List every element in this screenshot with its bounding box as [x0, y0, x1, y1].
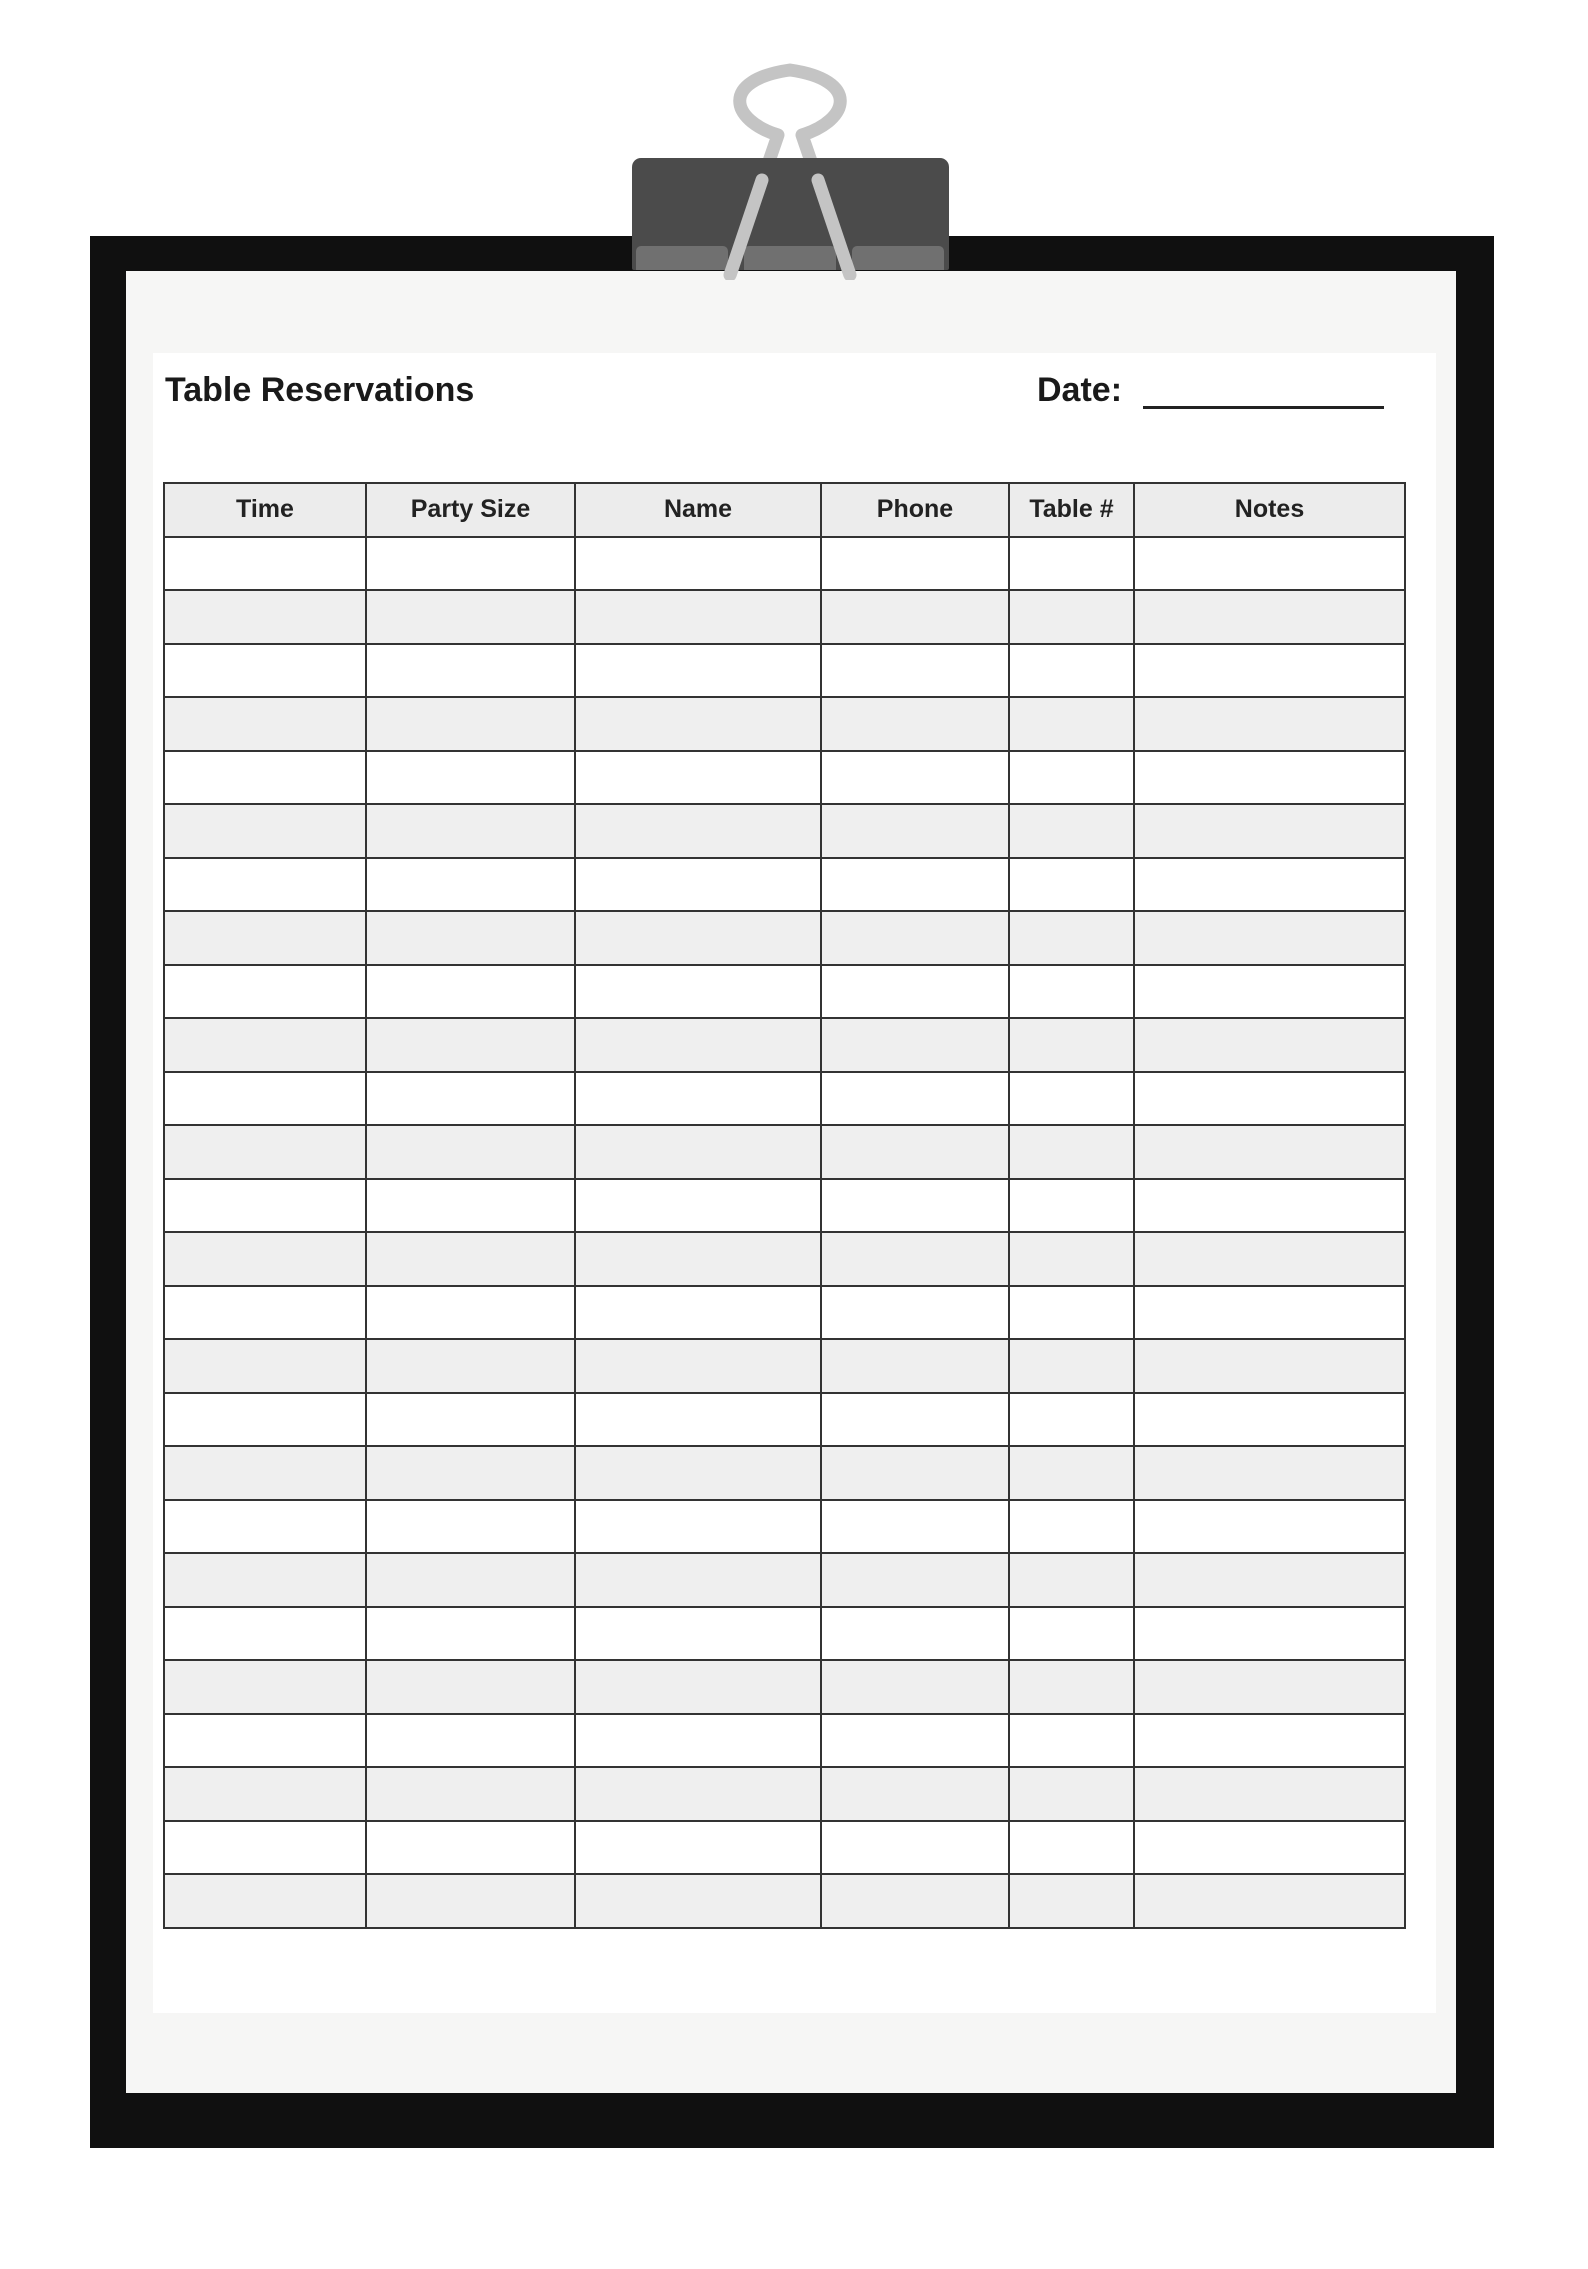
table-cell[interactable] — [366, 697, 575, 751]
table-cell[interactable] — [164, 1018, 366, 1072]
table-cell[interactable] — [366, 1339, 575, 1393]
table-cell[interactable] — [366, 1714, 575, 1768]
table-cell[interactable] — [1009, 1232, 1134, 1286]
table-row — [164, 537, 1405, 591]
column-header-name: Name — [575, 483, 821, 537]
table-cell[interactable] — [575, 1125, 821, 1179]
table-cell[interactable] — [1134, 804, 1405, 858]
table-cell[interactable] — [164, 1874, 366, 1928]
table-cell[interactable] — [164, 858, 366, 912]
table-cell[interactable] — [164, 1553, 366, 1607]
table-row — [164, 1179, 1405, 1233]
table-cell[interactable] — [1009, 1767, 1134, 1821]
table-cell[interactable] — [164, 1072, 366, 1126]
table-cell[interactable] — [1134, 1660, 1405, 1714]
table-row — [164, 1125, 1405, 1179]
table-cell[interactable] — [821, 1072, 1009, 1126]
date-label: Date: — [1037, 371, 1123, 409]
table-cell[interactable] — [821, 1232, 1009, 1286]
table-row — [164, 858, 1405, 912]
table-cell[interactable] — [366, 965, 575, 1019]
table-cell[interactable] — [1009, 1500, 1134, 1554]
table-cell[interactable] — [1009, 804, 1134, 858]
table-cell[interactable] — [1134, 911, 1405, 965]
table-cell[interactable] — [575, 537, 821, 591]
table-cell[interactable] — [821, 590, 1009, 644]
table-cell[interactable] — [821, 1500, 1009, 1554]
table-cell[interactable] — [575, 1179, 821, 1233]
table-row — [164, 1767, 1405, 1821]
column-header-notes: Notes — [1134, 483, 1405, 537]
table-cell[interactable] — [821, 1018, 1009, 1072]
table-cell[interactable] — [821, 1660, 1009, 1714]
table-row — [164, 1339, 1405, 1393]
table-cell[interactable] — [1134, 1339, 1405, 1393]
table-row — [164, 1607, 1405, 1661]
column-header-party-size: Party Size — [366, 483, 575, 537]
table-cell[interactable] — [1009, 1393, 1134, 1447]
table-cell[interactable] — [1009, 1874, 1134, 1928]
table-cell[interactable] — [1009, 644, 1134, 698]
table-cell[interactable] — [1134, 537, 1405, 591]
table-cell[interactable] — [821, 1607, 1009, 1661]
table-row — [164, 644, 1405, 698]
table-cell[interactable] — [575, 751, 821, 805]
table-cell[interactable] — [164, 965, 366, 1019]
table-row — [164, 1446, 1405, 1500]
table-cell[interactable] — [366, 644, 575, 698]
table-cell[interactable] — [821, 858, 1009, 912]
table-cell[interactable] — [1009, 1714, 1134, 1768]
table-cell[interactable] — [575, 1339, 821, 1393]
table-cell[interactable] — [1009, 1125, 1134, 1179]
table-cell[interactable] — [821, 965, 1009, 1019]
table-row — [164, 804, 1405, 858]
table-header-row — [164, 483, 1405, 537]
table-cell[interactable] — [366, 1874, 575, 1928]
table-cell[interactable] — [821, 1393, 1009, 1447]
table-cell[interactable] — [575, 965, 821, 1019]
table-cell[interactable] — [821, 697, 1009, 751]
table-cell[interactable] — [1134, 1072, 1405, 1126]
table-cell[interactable] — [366, 1500, 575, 1554]
table-cell[interactable] — [821, 1446, 1009, 1500]
table-cell[interactable] — [575, 1660, 821, 1714]
reservations-table — [163, 482, 1406, 1929]
table-cell[interactable] — [164, 1339, 366, 1393]
table-cell[interactable] — [1134, 1446, 1405, 1500]
table-cell[interactable] — [821, 1553, 1009, 1607]
table-cell[interactable] — [164, 804, 366, 858]
table-cell[interactable] — [1009, 858, 1134, 912]
table-cell[interactable] — [1134, 1018, 1405, 1072]
table-cell[interactable] — [164, 1125, 366, 1179]
table-cell[interactable] — [1009, 1072, 1134, 1126]
table-cell[interactable] — [575, 697, 821, 751]
table-cell[interactable] — [164, 1714, 366, 1768]
table-cell[interactable] — [1009, 1018, 1134, 1072]
table-cell[interactable] — [1134, 1179, 1405, 1233]
table-cell[interactable] — [1009, 751, 1134, 805]
table-cell[interactable] — [575, 1018, 821, 1072]
table-cell[interactable] — [575, 911, 821, 965]
table-cell[interactable] — [164, 1286, 366, 1340]
table-row — [164, 1553, 1405, 1607]
table-cell[interactable] — [164, 1179, 366, 1233]
table-row — [164, 751, 1405, 805]
table-cell[interactable] — [366, 1286, 575, 1340]
table-row — [164, 1500, 1405, 1554]
table-cell[interactable] — [575, 858, 821, 912]
table-cell[interactable] — [1134, 1714, 1405, 1768]
table-cell[interactable] — [366, 1553, 575, 1607]
table-row — [164, 1232, 1405, 1286]
table-cell[interactable] — [164, 1500, 366, 1554]
table-cell[interactable] — [575, 1874, 821, 1928]
table-row — [164, 1393, 1405, 1447]
table-cell[interactable] — [575, 1393, 821, 1447]
clip-wire-front — [700, 40, 880, 280]
table-cell[interactable] — [1009, 1607, 1134, 1661]
table-cell[interactable] — [1009, 697, 1134, 751]
table-cell[interactable] — [366, 1125, 575, 1179]
table-cell[interactable] — [366, 590, 575, 644]
table-row — [164, 1714, 1405, 1768]
table-cell[interactable] — [575, 1821, 821, 1875]
table-cell[interactable] — [366, 1072, 575, 1126]
table-cell[interactable] — [1134, 1874, 1405, 1928]
table-cell[interactable] — [1009, 1660, 1134, 1714]
table-cell[interactable] — [1134, 1393, 1405, 1447]
table-cell[interactable] — [1134, 1767, 1405, 1821]
table-cell[interactable] — [1134, 1500, 1405, 1554]
page-title: Table Reservations — [165, 371, 475, 409]
table-cell[interactable] — [1009, 1286, 1134, 1340]
table-cell[interactable] — [1009, 911, 1134, 965]
table-cell[interactable] — [1134, 965, 1405, 1019]
table-cell[interactable] — [821, 537, 1009, 591]
table-cell[interactable] — [1009, 1821, 1134, 1875]
table-cell[interactable] — [366, 1607, 575, 1661]
table-cell[interactable] — [1134, 1607, 1405, 1661]
table-row — [164, 1072, 1405, 1126]
table-cell[interactable] — [164, 644, 366, 698]
column-header-phone: Phone — [821, 483, 1009, 537]
column-header-time: Time — [164, 483, 366, 537]
table-cell[interactable] — [164, 1821, 366, 1875]
table-cell[interactable] — [1134, 1125, 1405, 1179]
table-cell[interactable] — [821, 1821, 1009, 1875]
table-cell[interactable] — [821, 804, 1009, 858]
table-cell[interactable] — [1009, 1553, 1134, 1607]
table-cell[interactable] — [164, 1660, 366, 1714]
table-cell[interactable] — [1009, 537, 1134, 591]
table-cell[interactable] — [164, 911, 366, 965]
column-header-table-number: Table # — [1009, 483, 1134, 537]
table-cell[interactable] — [164, 1232, 366, 1286]
table-cell[interactable] — [575, 1607, 821, 1661]
table-cell[interactable] — [821, 1714, 1009, 1768]
table-cell[interactable] — [821, 1179, 1009, 1233]
table-cell[interactable] — [821, 1874, 1009, 1928]
table-cell[interactable] — [164, 1767, 366, 1821]
table-cell[interactable] — [575, 1286, 821, 1340]
table-cell[interactable] — [366, 1393, 575, 1447]
table-cell[interactable] — [366, 1767, 575, 1821]
table-cell[interactable] — [821, 1125, 1009, 1179]
table-cell[interactable] — [821, 911, 1009, 965]
table-cell[interactable] — [575, 804, 821, 858]
table-cell[interactable] — [821, 1767, 1009, 1821]
table-cell[interactable] — [1134, 1232, 1405, 1286]
table-cell[interactable] — [164, 1446, 366, 1500]
table-cell[interactable] — [1009, 1179, 1134, 1233]
table-cell[interactable] — [164, 537, 366, 591]
table-cell[interactable] — [1134, 858, 1405, 912]
table-row — [164, 1874, 1405, 1928]
table-cell[interactable] — [366, 1446, 575, 1500]
table-cell[interactable] — [575, 1714, 821, 1768]
table-cell[interactable] — [821, 644, 1009, 698]
table-cell[interactable] — [1134, 1286, 1405, 1340]
table-cell[interactable] — [1009, 590, 1134, 644]
table-cell[interactable] — [575, 1553, 821, 1607]
table-cell[interactable] — [366, 1232, 575, 1286]
table-row — [164, 1821, 1405, 1875]
table-cell[interactable] — [1009, 1446, 1134, 1500]
table-cell[interactable] — [1009, 965, 1134, 1019]
table-row — [164, 590, 1405, 644]
table-cell[interactable] — [575, 1232, 821, 1286]
table-cell[interactable] — [366, 537, 575, 591]
table-cell[interactable] — [821, 751, 1009, 805]
table-cell[interactable] — [366, 911, 575, 965]
table-cell[interactable] — [366, 858, 575, 912]
table-cell[interactable] — [164, 1607, 366, 1661]
table-cell[interactable] — [366, 804, 575, 858]
table-row — [164, 1018, 1405, 1072]
table-cell[interactable] — [575, 590, 821, 644]
table-cell[interactable] — [366, 1821, 575, 1875]
table-cell[interactable] — [575, 1500, 821, 1554]
table-cell[interactable] — [1134, 1821, 1405, 1875]
table-row — [164, 965, 1405, 1019]
table-cell[interactable] — [1009, 1339, 1134, 1393]
table-cell[interactable] — [366, 751, 575, 805]
table-cell[interactable] — [821, 1286, 1009, 1340]
table-cell[interactable] — [821, 1339, 1009, 1393]
table-cell[interactable] — [575, 1767, 821, 1821]
table-row — [164, 697, 1405, 751]
table-cell[interactable] — [575, 1072, 821, 1126]
table-cell[interactable] — [1134, 697, 1405, 751]
date-input-line[interactable] — [1143, 406, 1384, 409]
table-cell[interactable] — [575, 1446, 821, 1500]
table-cell[interactable] — [366, 1179, 575, 1233]
table-cell[interactable] — [164, 697, 366, 751]
table-cell[interactable] — [366, 1018, 575, 1072]
table-row — [164, 1286, 1405, 1340]
table-cell[interactable] — [164, 590, 366, 644]
table-cell[interactable] — [164, 1393, 366, 1447]
table-cell[interactable] — [575, 644, 821, 698]
table-cell[interactable] — [164, 751, 366, 805]
table-cell[interactable] — [1134, 644, 1405, 698]
table-row — [164, 911, 1405, 965]
table-cell[interactable] — [1134, 1553, 1405, 1607]
table-row — [164, 1660, 1405, 1714]
table-cell[interactable] — [366, 1660, 575, 1714]
table-cell[interactable] — [1134, 751, 1405, 805]
table-cell[interactable] — [1134, 590, 1405, 644]
